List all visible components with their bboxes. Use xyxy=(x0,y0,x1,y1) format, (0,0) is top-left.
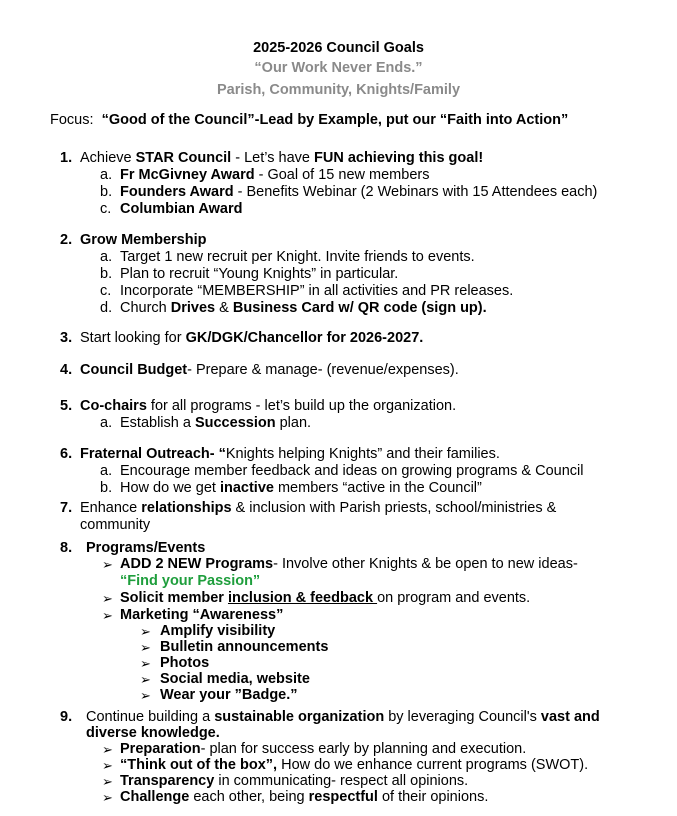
goal-9-p2: by leveraging Council's xyxy=(384,709,541,725)
goal-2d-b1: Drives xyxy=(170,300,216,316)
goal-7-number: 7. xyxy=(60,500,73,516)
goal-2a-letter: a. xyxy=(100,249,113,265)
goal-4-plain: - Prepare & manage- (revenue/expenses). xyxy=(187,362,459,378)
goal-9-b1: sustainable organization xyxy=(214,709,385,725)
goal-8-sub-5 xyxy=(160,687,298,704)
goal-1a-bold: Fr McGivney Award xyxy=(120,167,255,183)
document-title: 2025-2026 Council Goals xyxy=(253,40,424,56)
goal-8-sub-2-text: Bulletin announcements xyxy=(160,639,329,655)
goal-3-number: 3. xyxy=(60,330,73,346)
goal-5-plain: for all programs - let’s build up the organization. xyxy=(146,398,457,414)
goal-9-bullet-2 xyxy=(120,757,588,774)
goal-5a-bold: Succession xyxy=(194,415,276,431)
goal-2d-letter: d. xyxy=(100,300,113,316)
goal-9-bullet-1-bold: Preparation xyxy=(120,741,201,757)
goal-9-line2 xyxy=(86,725,220,742)
goal-1b-bold: Founders Award xyxy=(120,184,234,200)
goal-1-text-e: achieving this goal! xyxy=(343,150,484,166)
goal-1a-letter: a. xyxy=(100,167,113,183)
goal-9-b2: vast and xyxy=(540,709,600,725)
goal-6b-p2: members “active in the Council” xyxy=(273,480,482,496)
goal-2d-b2: Business Card w/ QR code (sign up). xyxy=(232,300,487,316)
goal-6-text xyxy=(80,446,500,463)
goal-1-text-a: Achieve xyxy=(80,150,136,166)
goal-1-star: STAR Council xyxy=(135,150,232,166)
arrow-bullet-icon: ➢ xyxy=(140,624,151,639)
goal-1b-rest: - Benefits Webinar (2 Webinars with 15 Attendees each) xyxy=(233,184,598,200)
goal-9-p1: Continue building a xyxy=(86,709,215,725)
goal-6-bold: Fraternal Outreach- “ xyxy=(80,446,226,462)
arrow-bullet-icon: ➢ xyxy=(102,774,113,789)
goal-8-add-programs xyxy=(120,556,578,573)
goal-8-title xyxy=(86,540,205,557)
goal-8-sub-4-text: Social media, website xyxy=(160,671,310,687)
goal-9-bullet-4-bold: Challenge xyxy=(120,789,190,805)
goal-9-bullet-4-plain2: of their opinions. xyxy=(377,789,489,805)
goal-6b-letter: b. xyxy=(100,480,113,496)
goal-7-text xyxy=(80,500,556,517)
goal-8-sub-4 xyxy=(160,671,310,688)
goal-5-bold: Co-chairs xyxy=(80,398,147,414)
goal-5a-p1: Establish a xyxy=(120,415,195,431)
goal-1c-bold: Columbian Award xyxy=(120,201,243,217)
goal-9-bullet-3-bold: Transparency xyxy=(120,773,215,789)
goal-2-title-text: Grow Membership xyxy=(80,232,207,248)
goal-9-bullet-1 xyxy=(120,741,526,758)
goal-3-bold: GK/DGK/Chancellor for 2026-2027. xyxy=(185,330,424,346)
goal-8-add-bold: ADD 2 NEW Programs xyxy=(120,556,274,572)
goal-2d-p2: & xyxy=(215,300,233,316)
goal-8-add-plain: - Involve other Knights & be open to new ideas- xyxy=(273,556,578,572)
goal-1c-text xyxy=(120,201,242,218)
goal-6b-bold: inactive xyxy=(219,480,274,496)
goal-6b-text xyxy=(120,480,482,497)
goal-7-p1: Enhance xyxy=(80,500,142,516)
goal-9-bullet-2-plain: How do we enhance current programs (SWOT). xyxy=(277,757,589,773)
goal-2-number: 2. xyxy=(60,232,73,248)
goal-2a-text: Target 1 new recruit per Knight. Invite friends to events. xyxy=(120,249,475,265)
goal-8-solicit-underline: inclusion & feedback xyxy=(227,590,378,606)
goal-1b-text xyxy=(120,184,597,201)
goal-5a-p2: plan. xyxy=(275,415,312,431)
goal-9-bullet-4-plain: each other, being xyxy=(189,789,309,805)
goal-7-p2: & inclusion with Parish priests, school/ministries & xyxy=(231,500,557,516)
goal-8-number: 8. xyxy=(60,540,73,556)
goal-3-plain: Start looking for xyxy=(80,330,186,346)
goal-9-bullet-4-bold2: respectful xyxy=(308,789,378,805)
goal-4-number: 4. xyxy=(60,362,73,378)
goal-2c-text: Incorporate “MEMBERSHIP” in all activities and PR releases. xyxy=(120,283,514,299)
goal-9-line2-text: diverse knowledge. xyxy=(86,725,220,741)
goal-8-solicit-plain: on program and events. xyxy=(377,590,531,606)
goal-8-passion: “Find your Passion” xyxy=(120,573,261,589)
arrow-bullet-icon: ➢ xyxy=(140,640,151,655)
goal-6a-text: Encourage member feedback and ideas on growing programs & Council xyxy=(120,463,584,479)
goal-5-number: 5. xyxy=(60,398,73,414)
arrow-bullet-icon: ➢ xyxy=(140,656,151,671)
focus-label: Focus: xyxy=(50,112,94,128)
arrow-bullet-icon: ➢ xyxy=(102,742,113,757)
arrow-bullet-icon: ➢ xyxy=(140,672,151,687)
goal-8-sub-3-text: Photos xyxy=(160,655,210,671)
subtitle: Parish, Community, Knights/Family xyxy=(216,82,461,98)
goal-2b-text: Plan to recruit “Young Knights” in particular. xyxy=(120,266,399,282)
goal-7-line2: community xyxy=(80,517,151,533)
goal-8-sub-3 xyxy=(160,655,209,672)
focus-line xyxy=(50,112,568,128)
goal-9-bullet-1-plain: - plan for success early by planning and execution. xyxy=(200,741,527,757)
goal-5-text xyxy=(80,398,456,415)
arrow-bullet-icon: ➢ xyxy=(140,688,151,703)
goal-1b-letter: b. xyxy=(100,184,113,200)
goal-2d-p1: Church xyxy=(120,300,171,316)
goal-1-text-c: - Let’s have xyxy=(231,150,314,166)
goal-8-solicit xyxy=(120,590,530,607)
motto: “Our Work Never Ends.” xyxy=(254,60,423,76)
goal-1-number: 1. xyxy=(60,150,73,166)
arrow-bullet-icon: ➢ xyxy=(102,790,113,805)
goal-4-bold: Council Budget xyxy=(80,362,188,378)
goal-2c-letter: c. xyxy=(100,283,112,299)
goal-9-bullet-3-plain: in communicating- respect all opinions. xyxy=(214,773,469,789)
goal-9-text xyxy=(86,709,600,726)
goal-8-sub-2 xyxy=(160,639,328,656)
goal-6-plain: Knights helping Knights” and their families. xyxy=(225,446,500,462)
goal-5a-text xyxy=(120,415,311,432)
arrow-bullet-icon: ➢ xyxy=(102,758,113,773)
goal-1a-rest: - Goal of 15 new members xyxy=(254,167,430,183)
goal-8-sub-1-text: Amplify visibility xyxy=(160,623,276,639)
focus-text: “Good of the Council”-Lead by Example, put our “Faith into Action” xyxy=(101,112,569,128)
arrow-bullet-icon: ➢ xyxy=(102,557,113,572)
goal-5a-letter: a. xyxy=(100,415,113,431)
goal-8-sub-1 xyxy=(160,623,275,640)
goal-2b-letter: b. xyxy=(100,266,113,282)
goal-6a-letter: a. xyxy=(100,463,113,479)
goal-9-bullet-3 xyxy=(120,773,468,790)
goal-8-marketing-text: Marketing “Awareness” xyxy=(120,607,284,623)
goal-6-number: 6. xyxy=(60,446,73,462)
goal-4-text xyxy=(80,362,459,379)
goal-3-text xyxy=(80,330,423,347)
goal-6b-p1: How do we get xyxy=(120,480,220,496)
arrow-bullet-icon: ➢ xyxy=(102,591,113,606)
goal-9-number: 9. xyxy=(60,709,73,725)
goal-8-sub-5-text: Wear your ”Badge.” xyxy=(160,687,298,703)
goal-1-fun: FUN xyxy=(313,150,344,166)
goal-8-marketing xyxy=(120,607,283,624)
arrow-bullet-icon: ➢ xyxy=(102,608,113,623)
goal-1a-text xyxy=(120,167,429,184)
goal-9-bullet-4 xyxy=(120,789,488,806)
goal-9-bullet-2-bold: “Think out of the box”, xyxy=(120,757,278,773)
goal-7-bold: relationships xyxy=(141,500,232,516)
goal-2-title xyxy=(80,232,207,249)
goal-1-text xyxy=(80,150,483,167)
goal-1c-letter: c. xyxy=(100,201,112,217)
goal-8-solicit-bold: Solicit member xyxy=(120,590,228,606)
goal-8-title-text: Programs/Events xyxy=(86,540,206,556)
goal-2d-text xyxy=(120,300,487,317)
